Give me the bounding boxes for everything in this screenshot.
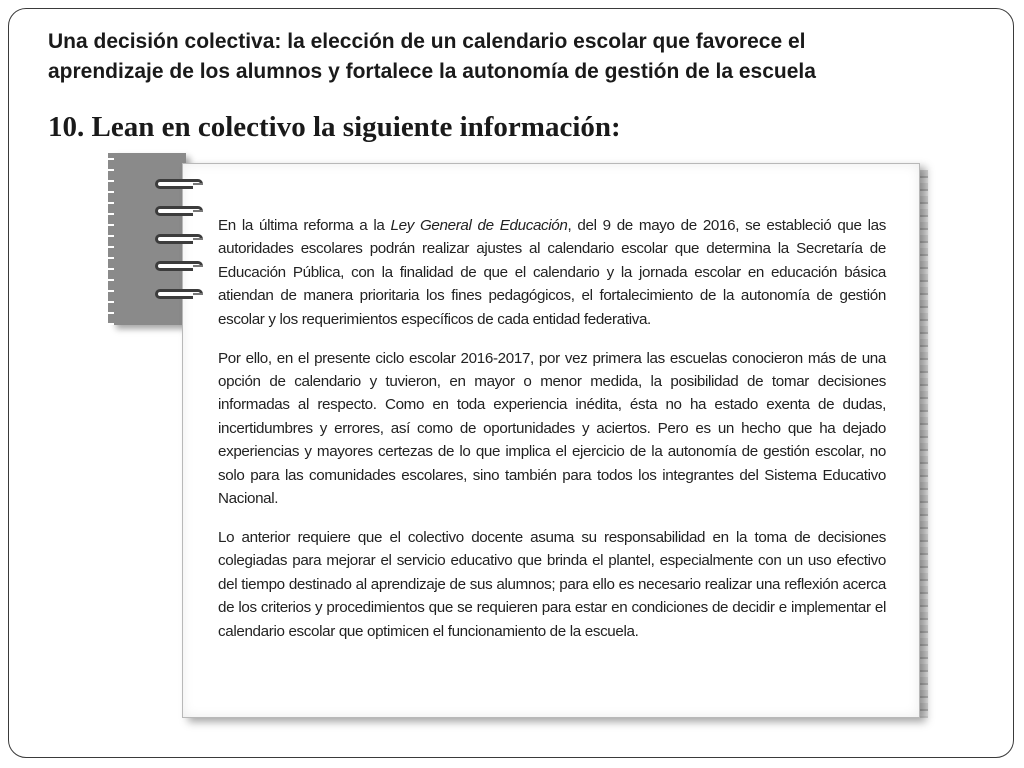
law-name: Ley General de Educación bbox=[390, 217, 568, 234]
paragraph-3: Lo anterior requiere que el colectivo docente asuma su responsabilidad en la toma de decisiones colegiadas para mejorar el servicio educativo que brinda el plantel, especialmente con un uso efectivo del tiempo destinado al aprendizaje de sus alumnos; para ello es necesario realizar una reflexión acerca de los criterios y procedimientos que se requieren para estar en condiciones de decidir e implementar el calendario escolar que optimicen el funcionamiento de la escuela. bbox=[218, 528, 886, 640]
spiral-ring-icon bbox=[155, 206, 203, 216]
slide-title-line-2: aprendizaje de los alumnos y fortalece la autonomía de gestión de la escuela bbox=[48, 60, 816, 83]
spiral-ring-icon bbox=[155, 289, 203, 299]
spiral-ring-icon bbox=[155, 234, 203, 244]
spiral-ring-icon bbox=[155, 179, 203, 189]
paragraph-1-start: En la última reforma a la bbox=[218, 217, 391, 234]
paragraph-2: Por ello, en el presente ciclo escolar 2016-2017, por vez primera las escuelas conocieron más de una opción de calendario y tuvieron, en mayor o menor medida, la posibilidad de tomar decisiones informadas al respecto. Como en toda experiencia inédita, ésta no ha estado exenta de dudas, incertidumbres y errores, así como de oportunidades y aciertos. Pero es un hecho que ha dejado experiencias y mayores certezas de lo que implica el ejercicio de la autonomía de gestión escolar, no solo para las comunidades escolares, sino también para todos los integrantes del Sistema Educativo Nacional. bbox=[218, 349, 886, 507]
paragraph-1 bbox=[218, 214, 886, 331]
slide-subtitle: 10. Lean en colectivo la siguiente información: bbox=[48, 111, 621, 143]
slide-title-line-1: Una decisión colectiva: la elección de un calendario escolar que favorece el bbox=[48, 30, 806, 53]
paragraph-1-rest: , del 9 de mayo de 2016, se estableció que las autoridades escolares podrán realizar ajustes al calendario escolar que determina la Secretaría de Educación Pública, con la finalidad de que el calendario y la jornada escolar en educación básica atiendan de manera prioritaria los fines pedagógicos, el fortalecimiento de la autonomía de gestión escolar y los requerimientos específicos de cada entidad federativa. bbox=[218, 217, 886, 328]
spiral-ring-icon bbox=[155, 261, 203, 271]
slide-title bbox=[48, 27, 990, 87]
notebook-text bbox=[218, 214, 886, 658]
